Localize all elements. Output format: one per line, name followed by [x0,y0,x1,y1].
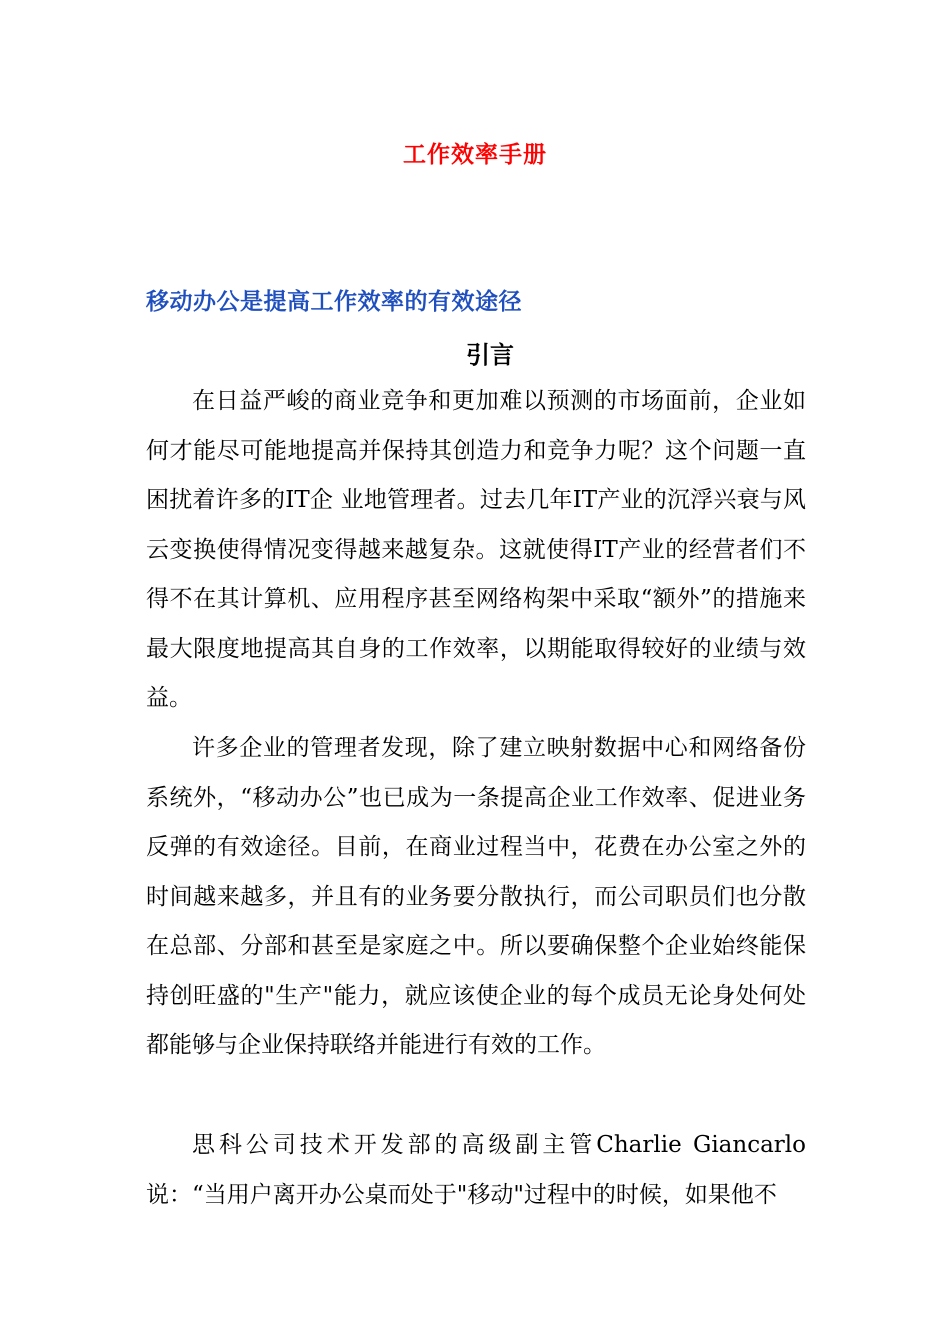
body-paragraph-3-block [146,1121,806,1220]
body-paragraph-2-block [146,724,806,1071]
body-paragraph: 思科公司技术开发部的高级副主管Charlie Giancarlo说：“当用户离开办公桌而处于"移动"过程中的时候，如果他不 [146,1132,806,1208]
body-paragraph: 在日益严峻的商业竞争和更加难以预测的市场面前，企业如何才能尽可能地提高并保持其创造力和竞争力呢？这个问题一直困扰着许多的IT企 业地管理者。过去几年IT产业的沉浮兴衰与风云变换使得情况变得越来越复杂。这就使得IT产业的经营者们不得不在其计算机、应用程序甚至网络构架中采取“额外”的措施来最大限度地提高其自身的工作效率，以期能取得较好的业绩与效益。 [146,388,806,711]
intro-heading: 引言 [466,340,514,369]
section-heading: 移动办公是提高工作效率的有效途径 [146,288,522,315]
body-paragraph: 许多企业的管理者发现，除了建立映射数据中心和网络备份系统外，“移动办公”也已成为一条提高企业工作效率、促进业务反弹的有效途径。目前，在商业过程当中，花费在办公室之外的时间越来越多，并且有的业务要分散执行，而公司职员们也分散在总部、分部和甚至是家庭之中。所以要确保整个企业始终能保持创旺盛的"生产"能力，就应该使企业的每个成员无论身处何处都能够与企业保持联络并能进行有效的工作。 [146,735,806,1058]
body-paragraph-1-block [146,377,806,724]
document-title: 工作效率手册 [403,141,547,168]
